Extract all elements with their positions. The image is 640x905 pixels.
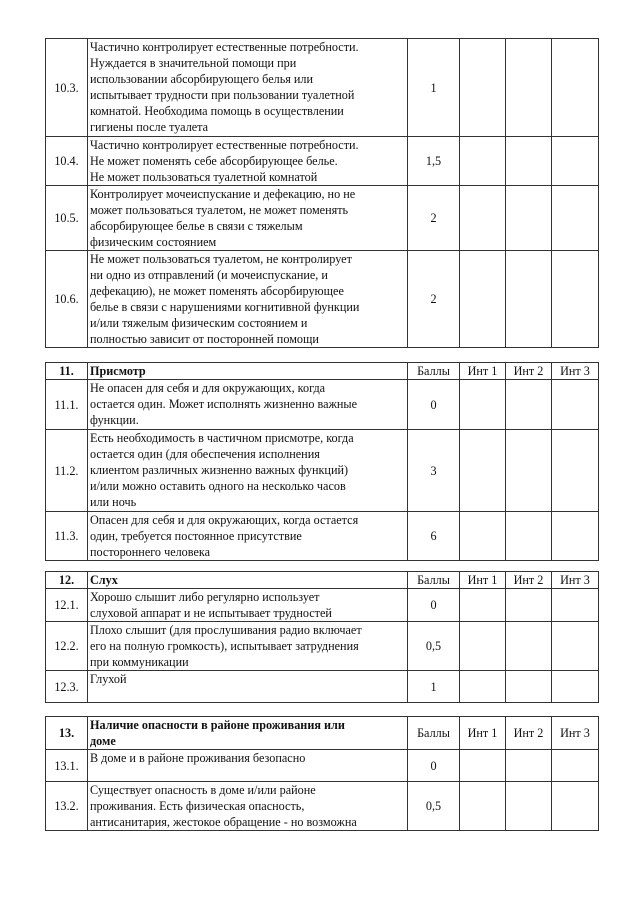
row-number: 12.3.: [46, 671, 88, 703]
int3-cell[interactable]: [552, 512, 599, 561]
points-header: Баллы: [408, 363, 460, 380]
int2-cell[interactable]: [506, 750, 552, 782]
row-number: 12.1.: [46, 589, 88, 622]
table-row: [46, 512, 599, 561]
table-row: [46, 137, 599, 186]
table-row: [46, 622, 599, 671]
int3-header: Инт 3: [552, 363, 599, 380]
row-number: 12.2.: [46, 622, 88, 671]
int2-cell[interactable]: [506, 589, 552, 622]
row-number: 10.5.: [46, 186, 88, 251]
int1-cell[interactable]: [460, 186, 506, 251]
int1-header: Инт 1: [460, 572, 506, 589]
table-row: [46, 251, 599, 348]
int2-header: Инт 2: [506, 363, 552, 380]
row-number: 11.3.: [46, 512, 88, 561]
row-description: Глухой: [88, 671, 408, 703]
int3-cell[interactable]: [552, 750, 599, 782]
int2-cell[interactable]: [506, 430, 552, 512]
int1-cell[interactable]: [460, 589, 506, 622]
section-header-row: [46, 717, 599, 750]
int1-cell[interactable]: [460, 251, 506, 348]
int1-cell[interactable]: [460, 671, 506, 703]
int3-cell[interactable]: [552, 39, 599, 137]
row-score: 1: [408, 39, 460, 137]
int1-cell[interactable]: [460, 782, 506, 831]
int2-cell[interactable]: [506, 622, 552, 671]
int1-cell[interactable]: [460, 380, 506, 430]
section-title: Слух: [88, 572, 408, 589]
row-score: 3: [408, 430, 460, 512]
table-row: [46, 39, 599, 137]
row-number: 11.2.: [46, 430, 88, 512]
section-11-table: [45, 362, 599, 561]
row-description: Опасен для себя и для окружающих, когда остается один, требуется постоянное присутствие постороннего человека: [88, 512, 408, 561]
int3-cell[interactable]: [552, 622, 599, 671]
table-row: [46, 750, 599, 782]
int2-cell[interactable]: [506, 39, 552, 137]
int2-cell[interactable]: [506, 137, 552, 186]
int2-header: Инт 2: [506, 717, 552, 750]
row-number: 10.3.: [46, 39, 88, 137]
section-title: Присмотр: [88, 363, 408, 380]
int2-cell[interactable]: [506, 782, 552, 831]
row-description: Контролирует мочеиспускание и дефекацию, но не может пользоваться туалетом, не может поменять абсорбирующее белье в связи с тяжелым физическим состоянием: [88, 186, 408, 251]
table-row: [46, 430, 599, 512]
int2-header: Инт 2: [506, 572, 552, 589]
int3-header: Инт 3: [552, 717, 599, 750]
int1-cell[interactable]: [460, 39, 506, 137]
row-number: 11.1.: [46, 380, 88, 430]
table-row: [46, 671, 599, 703]
row-score: 1,5: [408, 137, 460, 186]
section-13-table: [45, 716, 599, 831]
section-title: Наличие опасности в районе проживания или доме: [88, 717, 408, 750]
row-number: 10.4.: [46, 137, 88, 186]
int1-cell[interactable]: [460, 430, 506, 512]
int3-cell[interactable]: [552, 782, 599, 831]
row-score: 2: [408, 186, 460, 251]
int2-cell[interactable]: [506, 251, 552, 348]
row-score: 0,5: [408, 782, 460, 831]
row-description: Есть необходимость в частичном присмотре, когда остается один (для обеспечения исполнения клиентом различных жизненно важных функций) и/или можно оставить одного на несколько часов или ночь: [88, 430, 408, 512]
int3-cell[interactable]: [552, 186, 599, 251]
int3-cell[interactable]: [552, 589, 599, 622]
section-12-table: [45, 571, 599, 703]
row-description: Существует опасность в доме и/или районе проживания. Есть физическая опасность, антисанитария, жестокое обращение - но возможна: [88, 782, 408, 831]
row-score: 0: [408, 380, 460, 430]
row-description: Частично контролирует естественные потребности. Не может поменять себе абсорбирующее белье. Не может пользоваться туалетной комнатой: [88, 137, 408, 186]
int3-header: Инт 3: [552, 572, 599, 589]
section-header-row: [46, 363, 599, 380]
int1-cell[interactable]: [460, 750, 506, 782]
row-description: Хорошо слышит либо регулярно использует слуховой аппарат и не испытывает трудностей: [88, 589, 408, 622]
int2-cell[interactable]: [506, 512, 552, 561]
row-description: В доме и в районе проживания безопасно: [88, 750, 408, 782]
table-row: [46, 589, 599, 622]
row-description: Плохо слышит (для прослушивания радио включает его на полную громкость), испытывает затруднения при коммуникации: [88, 622, 408, 671]
int1-header: Инт 1: [460, 363, 506, 380]
int1-cell[interactable]: [460, 137, 506, 186]
int3-cell[interactable]: [552, 251, 599, 348]
row-number: 10.6.: [46, 251, 88, 348]
table-row: [46, 380, 599, 430]
row-description: Не может пользоваться туалетом, не контролирует ни одно из отправлений (и мочеиспускание, и дефекацию), не может поменять абсорбирующее белье в связи с нарушениями когнитивной функции и/или тяжелым физическим состоянием и полностью зависит от посторонней помощи: [88, 251, 408, 348]
row-score: 1: [408, 671, 460, 703]
row-score: 0: [408, 750, 460, 782]
int3-cell[interactable]: [552, 137, 599, 186]
int2-cell[interactable]: [506, 186, 552, 251]
table-row: [46, 186, 599, 251]
section-number: 13.: [46, 717, 88, 750]
row-score: 0: [408, 589, 460, 622]
section-number: 12.: [46, 572, 88, 589]
int3-cell[interactable]: [552, 380, 599, 430]
points-header: Баллы: [408, 717, 460, 750]
row-description: Не опасен для себя и для окружающих, когда остается один. Может исполнять жизненно важные функции.: [88, 380, 408, 430]
section-number: 11.: [46, 363, 88, 380]
int3-cell[interactable]: [552, 430, 599, 512]
int1-cell[interactable]: [460, 512, 506, 561]
int2-cell[interactable]: [506, 380, 552, 430]
int1-header: Инт 1: [460, 717, 506, 750]
row-number: 13.1.: [46, 750, 88, 782]
section-10-table: [45, 38, 599, 348]
row-number: 13.2.: [46, 782, 88, 831]
section-header-row: [46, 572, 599, 589]
table-row: [46, 782, 599, 831]
row-score: 0,5: [408, 622, 460, 671]
row-score: 2: [408, 251, 460, 348]
row-score: 6: [408, 512, 460, 561]
row-description: Частично контролирует естественные потребности. Нуждается в значительной помощи при использовании абсорбирующего белья или испытывает трудности при пользовании туалетной комнатой. Необходима помощь в осуществлении гигиены после туалета: [88, 39, 408, 137]
int1-cell[interactable]: [460, 622, 506, 671]
int3-cell[interactable]: [552, 671, 599, 703]
int2-cell[interactable]: [506, 671, 552, 703]
points-header: Баллы: [408, 572, 460, 589]
